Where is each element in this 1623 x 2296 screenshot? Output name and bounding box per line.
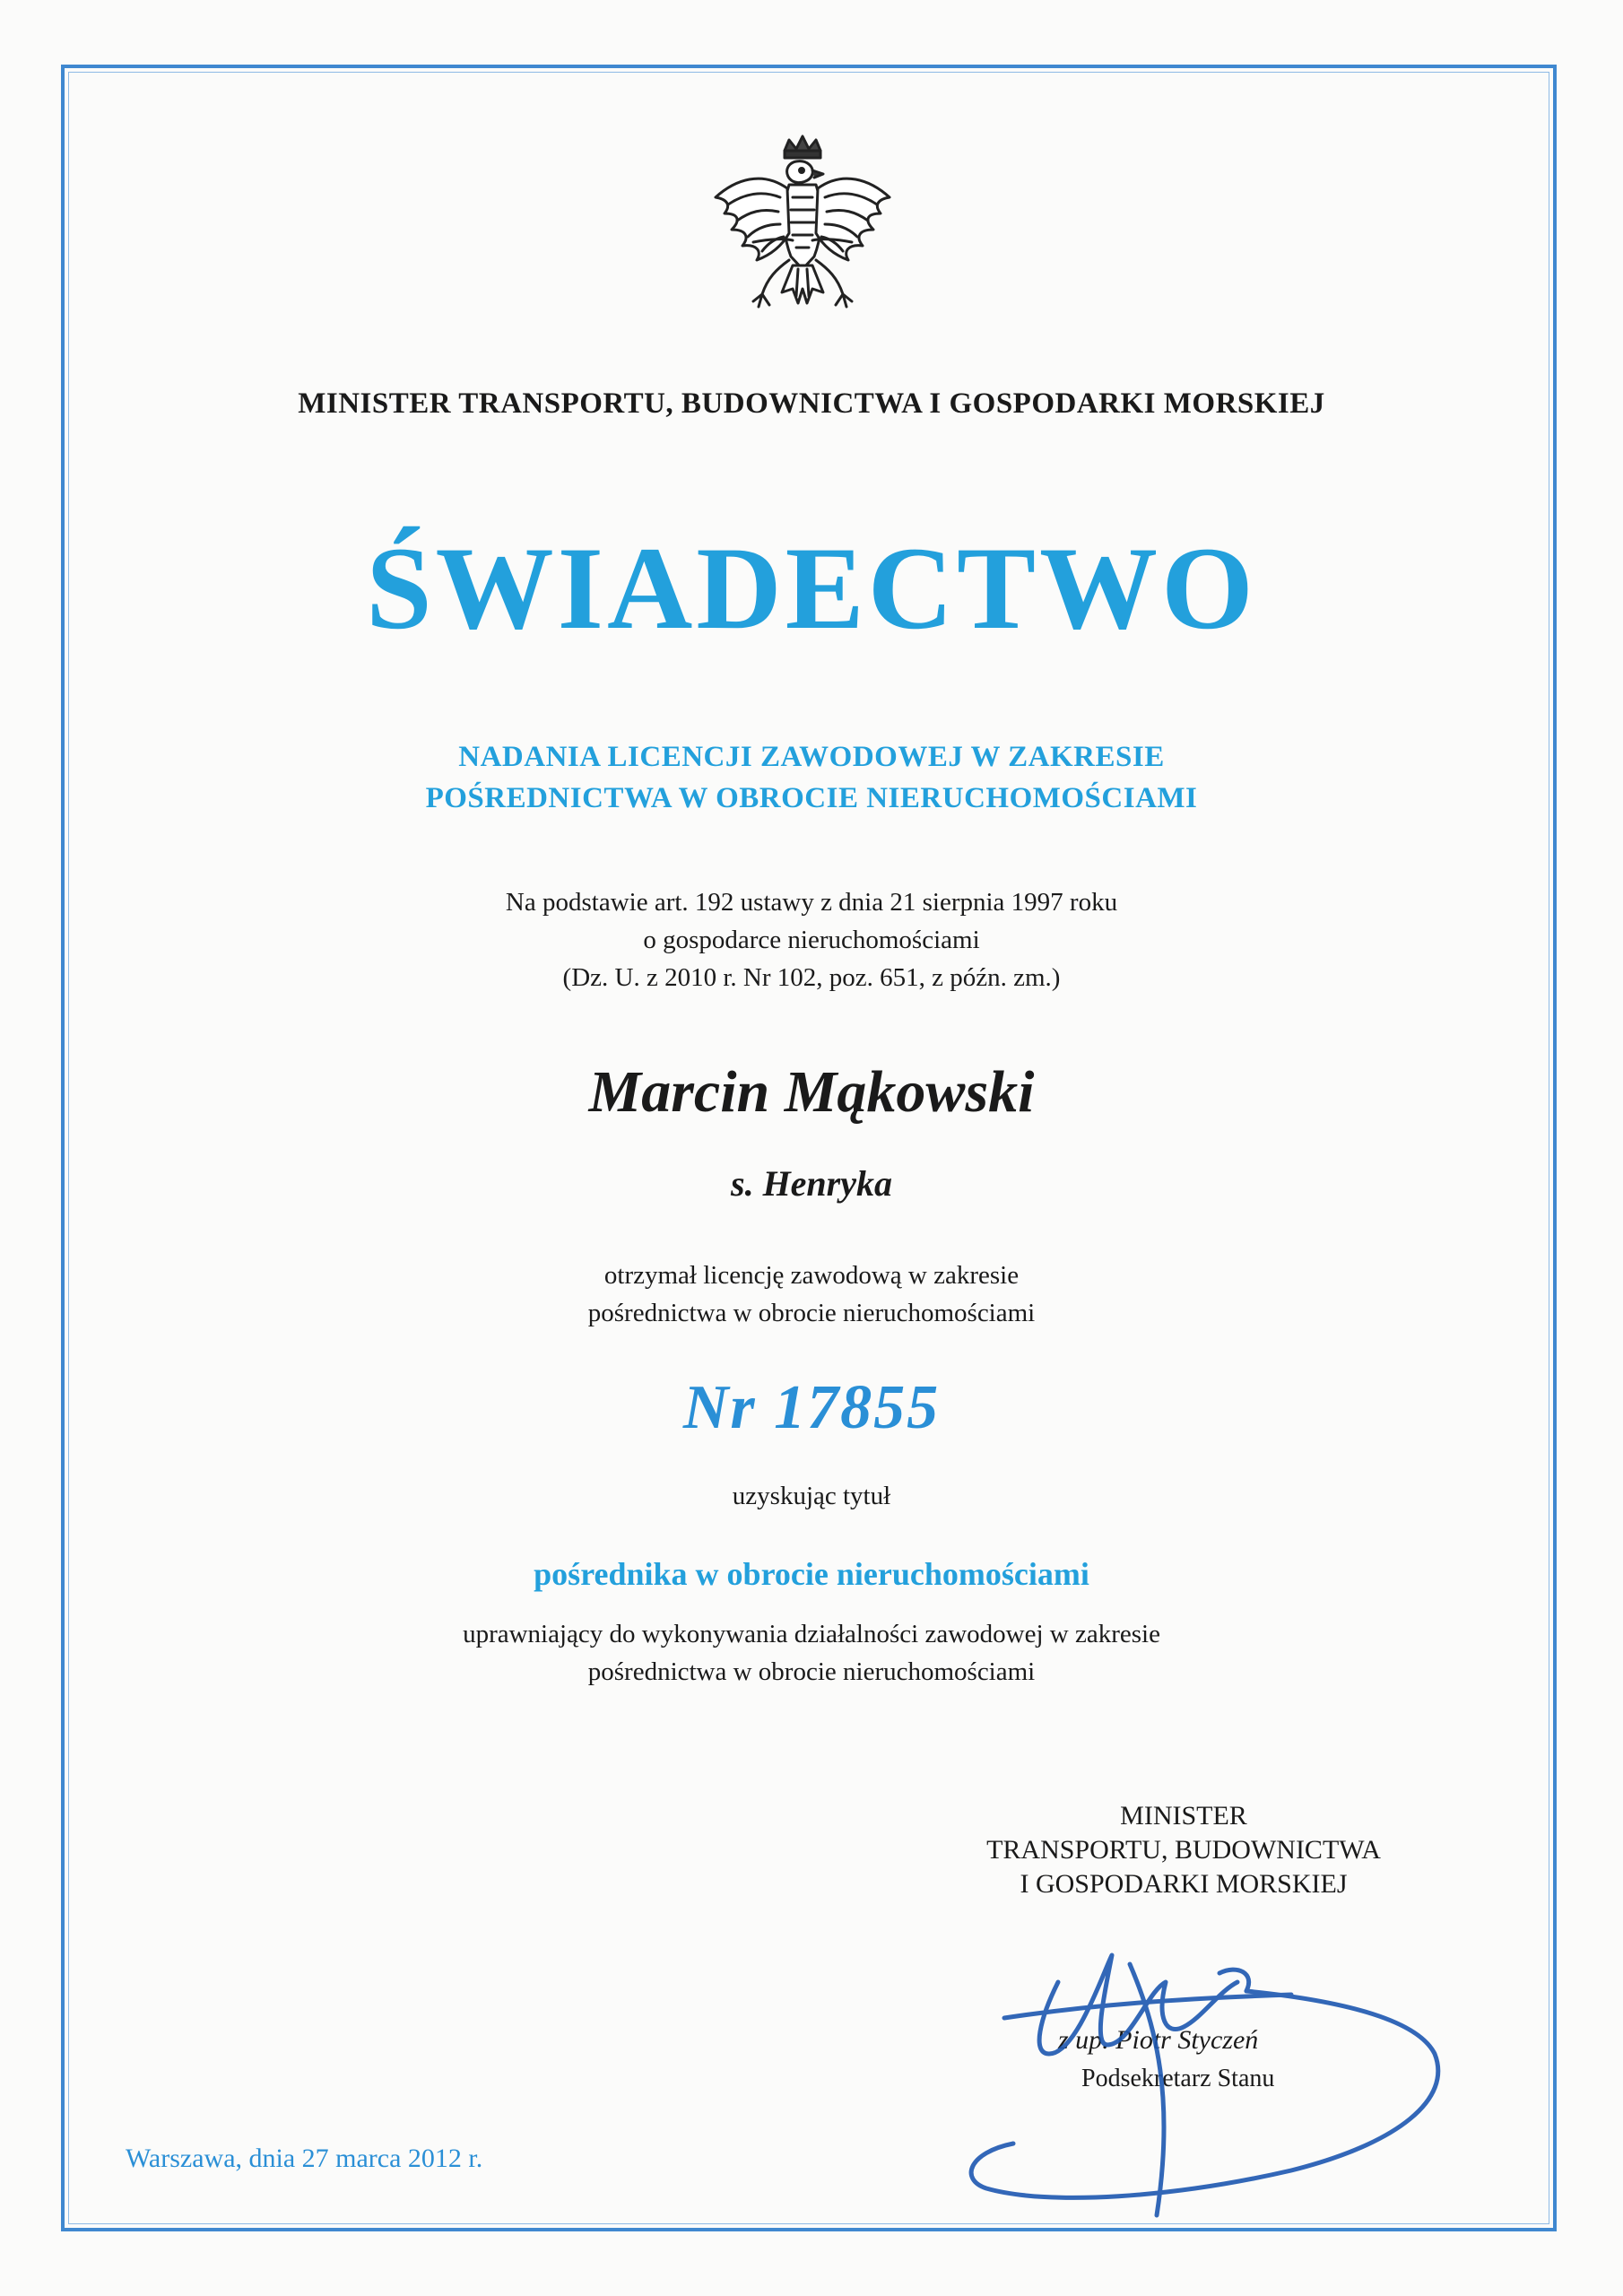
professional-title: pośrednika w obrocie nieruchomościami [534,1556,1089,1592]
certificate-subtitle-line2: POŚREDNICTWA W OBROCIE NIERUCHOMOŚCIAMI [425,782,1198,814]
received-license-line1: otrzymał licencję zawodową w zakresie [603,1261,1020,1290]
signature-title-line1: MINISTER [1120,1801,1247,1831]
obtaining-title-text: uzyskując tytuł [732,1482,891,1510]
holder-parent-name: s. Henryka [731,1163,892,1204]
certificate-subtitle-line1: NADANIA LICENCJI ZAWODOWEJ W ZAKRESIE [458,741,1165,773]
signer-role: Podsekretarz Stanu [1081,2065,1275,2092]
place-and-date: Warszawa, dnia 27 marca 2012 r. [126,2144,483,2173]
authorization-line1: uprawniający do wykonywania działalności zawodowej w zakresie [463,1620,1160,1648]
legal-basis-line2: o gospodarce nieruchomościami [643,926,980,954]
issuing-ministry: MINISTER TRANSPORTU, BUDOWNICTWA I GOSPODARKI MORSKIEJ [298,387,1325,420]
signature-title-line3: I GOSPODARKI MORSKIEJ [1020,1869,1348,1899]
certificate-title: ŚWIADECTWO [366,522,1257,654]
signer-name: z up. Piotr Styczeń [1058,2025,1259,2055]
polish-eagle-emblem-icon [699,135,906,350]
holder-name: Marcin Mąkowski [588,1059,1035,1125]
signature-title-line2: TRANSPORTU, BUDOWNICTWA [986,1835,1381,1865]
license-number: Nr 17855 [682,1373,941,1442]
received-license-line2: pośrednictwa w obrocie nieruchomościami [587,1299,1036,1327]
authorization-line2: pośrednictwa w obrocie nieruchomościami [587,1657,1036,1686]
handwritten-signature-icon [950,1919,1488,2242]
legal-basis-line1: Na podstawie art. 192 ustawy z dnia 21 sierpnia 1997 roku [505,888,1118,917]
legal-basis-line3: (Dz. U. z 2010 r. Nr 102, poz. 651, z późn. zm.) [562,963,1061,992]
